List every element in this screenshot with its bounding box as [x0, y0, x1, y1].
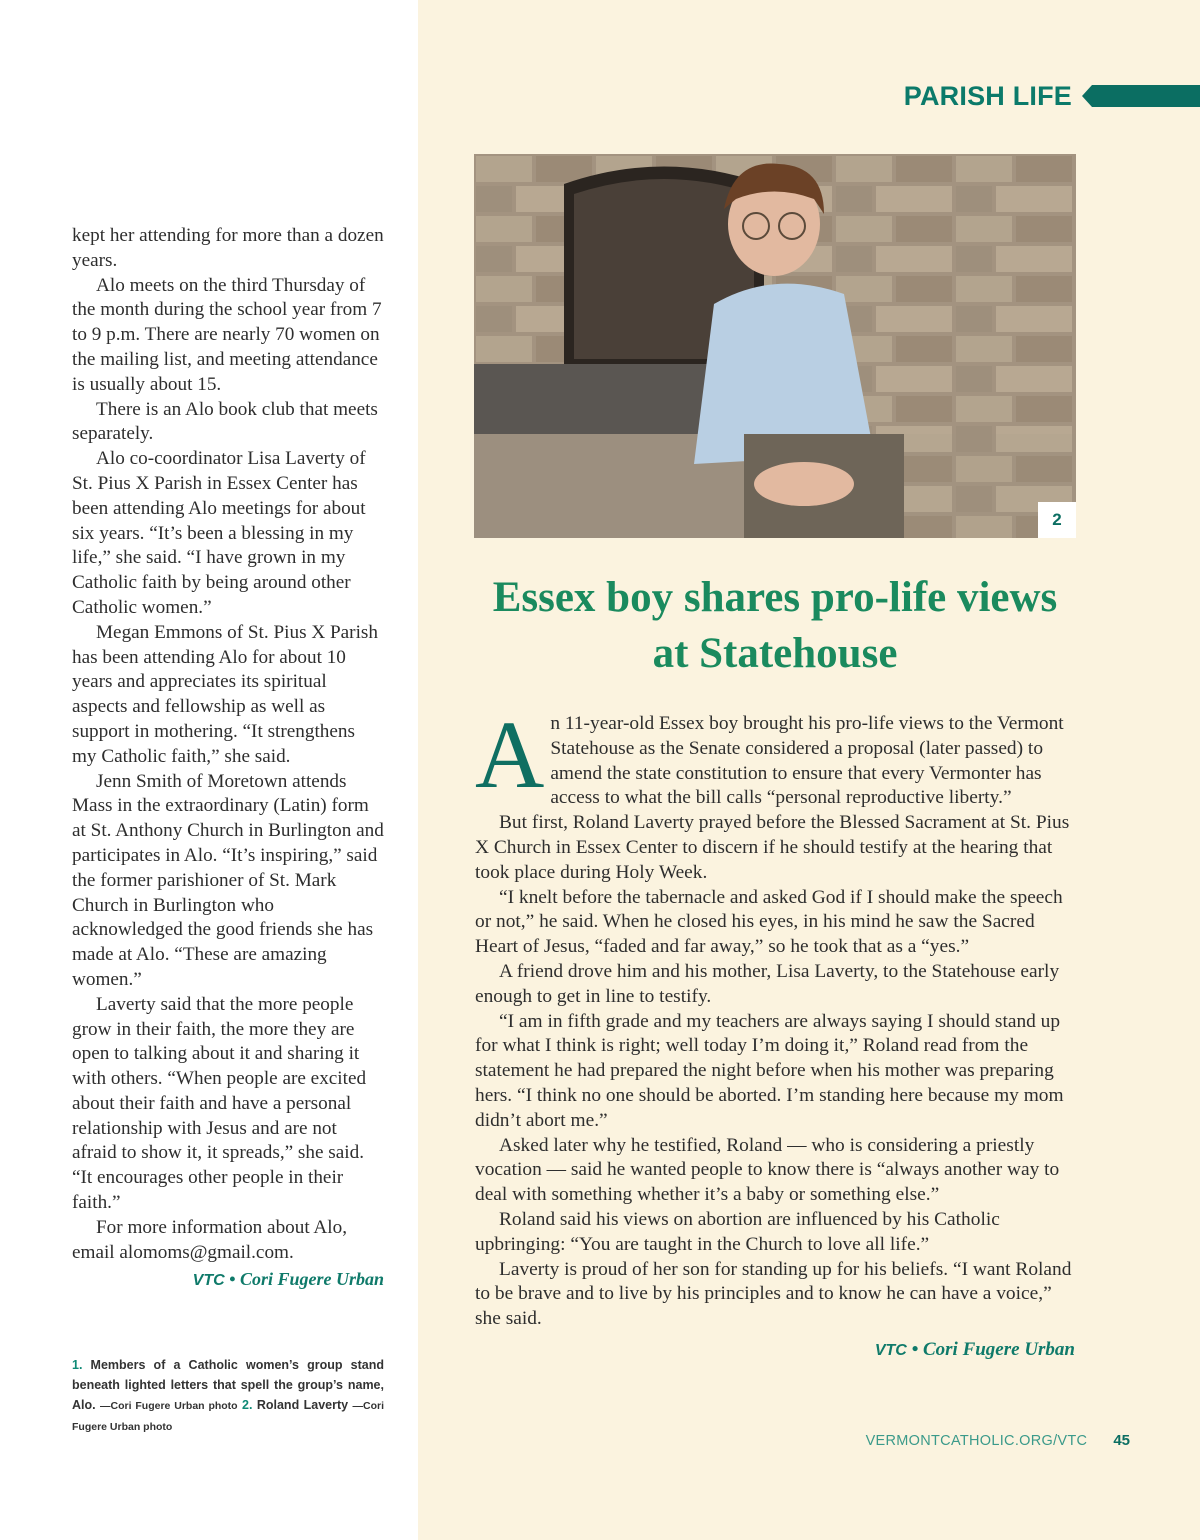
byline-vtc: VTC	[192, 1272, 225, 1290]
first-paragraph-text: n 11-year-old Essex boy brought his pro-life views to the Vermont Statehouse as the Senate considered a proposal (later passed) to amend the state constitution to ensure that every Vermonter has access to what the bill calls “personal reproductive liberty.”	[550, 713, 1064, 809]
article-paragraph: “I am in fifth grade and my teachers are always saying I should stand up for what I think is right; well today I’m doing it,” Roland read from the statement he had prepared the night before when his mother was preparing hers. “I think no one should be aborted. I’m standing here because my mom didn’t abort me.”	[475, 1010, 1064, 1131]
footer-url[interactable]: VERMONTCATHOLIC.ORG/VTC	[865, 1433, 1088, 1449]
article-body	[475, 701, 1075, 1364]
caption-credit-1: —Cori Fugere Urban photo	[100, 1400, 238, 1412]
caption-credit-2: —Cori Fugere Urban photo	[72, 1400, 384, 1433]
article-paragraph: A friend drove him and his mother, Lisa Laverty, to the Statehouse early enough to get in line to testify.	[475, 960, 1060, 1007]
article-paragraph	[475, 701, 1075, 811]
left-paragraph: There is an Alo book club that meets separately.	[72, 398, 378, 445]
article-paragraph: Laverty is proud of her son for standing up for his beliefs. “I want Roland to be brave and to live by his principles and to know he can have a voice,” she said.	[475, 1258, 1072, 1330]
article-byline	[475, 1338, 1075, 1364]
caption-number-2: 2.	[237, 1398, 253, 1412]
drop-cap: A	[475, 701, 545, 808]
left-paragraph: Alo meets on the third Thursday of the month during the school year from 7 to 9 p.m. There are nearly 70 women on the mailing list, and meeting attendance is usually about 15.	[72, 274, 382, 395]
photo-illustration	[474, 154, 1076, 538]
left-paragraph: Megan Emmons of St. Pius X Parish has been attending Alo for about 10 years and appreciates its spiritual aspects and fellowship as well as support in mothering. “It strengthens my Catholic faith,” she said.	[72, 621, 378, 767]
photo-number: 2	[1038, 502, 1076, 538]
left-paragraph: Alo co-coordinator Lisa Laverty of St. Pius X Parish in Essex Center has been attending Alo meetings for about six years. “It’s been a blessing in my life,” she said. “I have grown in my Catholic faith by being around other Catholic women.”	[72, 448, 366, 618]
section-header	[904, 82, 1200, 110]
page-footer	[866, 1432, 1130, 1449]
caption-number-1: 1.	[72, 1358, 83, 1372]
left-byline	[72, 1267, 384, 1294]
section-title: PARISH LIFE	[903, 80, 1072, 111]
left-paragraph: For more information about Alo, email alomoms@gmail.com.	[72, 1216, 348, 1263]
left-paragraph: Laverty said that the more people grow in their faith, the more they are open to talking about it and sharing it with others. “When people are excited about their faith and have a personal relationship with Jesus and are not afraid to show it, it spreads,” she said. “It encourages other people in their faith.”	[72, 993, 367, 1214]
byline-vtc: VTC	[874, 1341, 907, 1359]
byline-author: Cori Fugere Urban	[922, 1338, 1075, 1360]
left-column-text	[72, 224, 384, 1294]
article-headline: Essex boy shares pro-life views at Statehouse	[492, 574, 1058, 677]
photo-captions	[72, 1355, 384, 1437]
page-number: 45	[1113, 1432, 1130, 1449]
boy-photo	[474, 154, 1076, 538]
article-paragraph: “I knelt before the tabernacle and asked God if I should make the speech or not,” he said. When he closed his eyes, in his mind he saw the Sacred Heart of Jesus, “faded and far away,” so he took that as a “yes.”	[475, 886, 1063, 958]
caption-text-1: Members of a Catholic women’s group stand beneath lighted letters that spell the group’s name, Alo.	[72, 1358, 384, 1412]
caption-text-2: Roland Laverty	[252, 1398, 353, 1412]
left-paragraph: kept her attending for more than a dozen years.	[72, 225, 384, 271]
byline-separator: •	[906, 1338, 923, 1360]
article-paragraph: But first, Roland Laverty prayed before the Blessed Sacrament at St. Pius X Church in Essex Center to discern if he should testify at the hearing that took place during Holy Week.	[475, 812, 1070, 883]
article-paragraph: Roland said his views on abortion are influenced by his Catholic upbringing: “You are taught in the Church to love all life.”	[475, 1208, 1000, 1255]
article-paragraph: Asked later why he testified, Roland — who is considering a priestly vocation — said he wanted people to know there is “always another way to deal with something whether it’s a baby or something else.”	[475, 1134, 1060, 1206]
byline-author: Cori Fugere Urban	[239, 1269, 384, 1290]
byline-separator: •	[224, 1269, 240, 1290]
left-paragraph: Jenn Smith of Moretown attends Mass in the extraordinary (Latin) form at St. Anthony Church in Burlington and participates in Alo. “It’s inspiring,” said the former parishioner of St. Mark Church in Burlington who acknowledged the good friends she has made at Alo. “These are amazing women.”	[72, 770, 384, 990]
section-tab-marker	[1082, 85, 1200, 107]
